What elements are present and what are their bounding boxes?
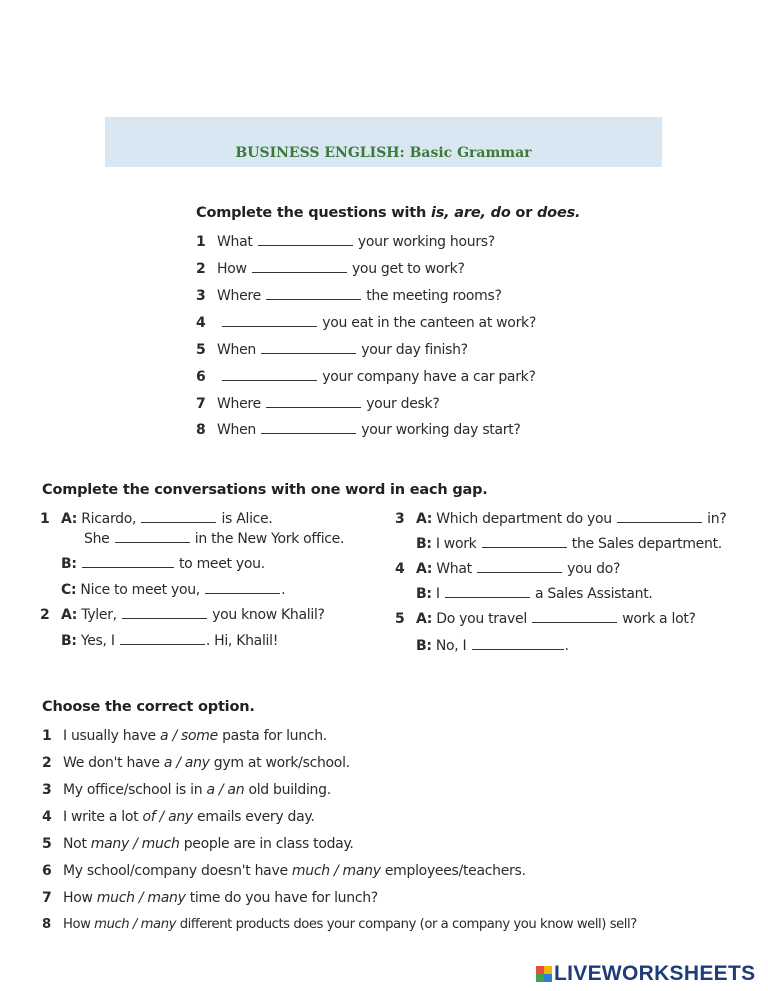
item-text-pre: What [217,234,257,250]
conversation-line [395,558,620,578]
item-number: 1 [42,728,52,744]
item-number: 1 [196,234,206,250]
speaker-label: A: [416,511,433,527]
conversation-line [395,608,696,628]
speaker-label: B: [61,633,77,649]
item-number: 3 [395,511,405,527]
item-text-pre [217,369,221,385]
item-number: 3 [196,288,206,304]
item-text-post: time do you have for lunch? [185,890,378,906]
item-text-post: pasta for lunch. [217,728,327,744]
line-text-post: . [564,638,569,654]
conversation-line [416,583,653,603]
answer-blank[interactable] [482,533,567,548]
line-text-post: in the New York office. [190,531,345,547]
speaker-label: B: [416,536,432,552]
logo-square [544,974,552,982]
question-item [196,339,468,359]
item-number: 4 [196,315,206,331]
item-number: 2 [196,261,206,277]
option-item [42,888,378,908]
conversation-line [395,508,726,528]
item-number: 6 [196,369,206,385]
speaker-label: A: [61,607,78,623]
item-text-pre: I usually have [63,728,161,744]
line-text-post: a Sales Assistant. [530,586,653,602]
section1-title [196,205,580,221]
line-text-post: . [281,582,286,598]
line-text-pre: Which department do you [432,511,617,527]
item-number: 5 [196,342,206,358]
line-text-post: work a lot? [618,611,696,627]
answer-blank[interactable] [120,630,205,645]
option-choice[interactable]: a / some [160,728,218,744]
item-text-post: employees/teachers. [380,863,526,879]
header-banner [105,117,662,167]
option-choice[interactable]: of / any [142,809,193,825]
item-text-post: different products does your company (or a company you know well) sell? [175,917,637,932]
item-text-post: you eat in the canteen at work? [318,315,536,331]
answer-blank[interactable] [115,528,190,543]
option-item [42,753,350,773]
item-text-post: the meeting rooms? [362,288,502,304]
item-number: 2 [40,607,50,623]
item-text-pre: Where [217,288,266,304]
answer-blank[interactable] [205,579,280,594]
item-text-pre: How [63,917,95,932]
answer-blank[interactable] [617,508,702,523]
option-item [42,915,637,935]
line-text-post: you do? [562,561,621,577]
line-text-pre: No, I [431,638,471,654]
line-text-post: you know Khalil? [207,607,325,623]
speaker-label: A: [416,611,433,627]
section2-title: Complete the conversations with one word in each gap. [42,482,488,498]
question-item [196,419,521,439]
item-text-post: your company have a car park? [318,369,536,385]
speaker-label: A: [416,561,433,577]
speaker-label: A: [61,511,78,527]
item-number: 3 [42,782,52,798]
conversation-line [416,635,569,655]
item-number: 7 [42,890,52,906]
option-item [42,726,327,746]
item-text-pre: My school/company doesn't have [63,863,292,879]
item-text-post: your working day start? [357,422,521,438]
answer-blank[interactable] [141,508,216,523]
item-text-pre: How [63,890,97,906]
answer-blank[interactable] [532,608,617,623]
option-choice[interactable]: a / any [163,755,210,771]
answer-blank[interactable] [266,285,361,300]
speaker-label: C: [61,582,77,598]
conversation-line [61,553,265,573]
answer-blank[interactable] [122,604,207,619]
item-text-pre: How [217,261,251,277]
line-text-pre: Ricardo, [77,511,141,527]
item-text-post: old building. [244,782,331,798]
item-text-pre: Not [63,836,91,852]
section1-title-text: Complete the questions with [196,205,431,221]
line-text-post: is Alice. [217,511,273,527]
item-text-pre: Where [217,396,266,412]
item-text-post: your desk? [362,396,440,412]
line-text-pre: She [84,531,114,547]
item-text-pre: We don't have [63,755,164,771]
option-choice[interactable]: many / much [90,836,180,852]
line-text-post: the Sales department. [567,536,722,552]
item-text-pre: I write a lot [63,809,143,825]
page-title: BUSINESS ENGLISH: Basic Grammar [235,145,532,161]
answer-blank[interactable] [222,312,317,327]
answer-blank[interactable] [445,583,530,598]
conversation-line [416,533,722,553]
option-choice[interactable]: a / an [206,782,245,798]
line-text-pre: I work [431,536,481,552]
question-item [196,285,502,305]
line-text-pre: I [431,586,444,602]
option-choice[interactable]: much / many [96,890,186,906]
conversation-line [61,630,278,650]
line-text-pre: Do you travel [432,611,532,627]
question-item [196,366,536,386]
option-choice[interactable]: much / many [94,917,176,932]
item-number: 4 [42,809,52,825]
answer-blank[interactable] [261,419,356,434]
speaker-label: B: [61,556,77,572]
logo-square [536,974,544,982]
answer-blank[interactable] [472,635,564,650]
line-text-post: in? [703,511,727,527]
answer-blank[interactable] [261,339,356,354]
item-number: 5 [42,836,52,852]
item-number: 4 [395,561,405,577]
option-choice[interactable]: much / many [291,863,381,879]
question-item [196,231,495,251]
question-item [196,258,465,278]
answer-blank[interactable] [266,393,361,408]
item-number: 6 [42,863,52,879]
conversation-line [61,579,285,599]
section1-title-words: is, are, do [430,205,511,221]
answer-blank[interactable] [258,231,353,246]
item-text-pre: When [217,422,261,438]
item-number: 2 [42,755,52,771]
speaker-label: B: [416,638,432,654]
option-item [42,807,315,827]
item-text-pre: When [217,342,261,358]
item-text-post: your day finish? [357,342,468,358]
line-text-pre: Nice to meet you, [76,582,205,598]
conversation-line [40,604,325,624]
question-item [196,393,439,413]
answer-blank[interactable] [222,366,317,381]
option-item [42,834,354,854]
section1-title-or: or [510,205,537,221]
item-text-post: you get to work? [347,261,465,277]
section3-title: Choose the correct option. [42,699,255,715]
logo-text: LIVEWORKSHEETS [554,962,756,985]
section1-title-does: does. [537,205,581,221]
item-number: 7 [196,396,206,412]
option-item [42,780,331,800]
answer-blank[interactable] [252,258,347,273]
item-text-post: your working hours? [353,234,495,250]
item-number: 8 [196,422,206,438]
line-text-post: to meet you. [174,556,265,572]
line-text-pre: Tyler, [77,607,121,623]
speaker-label: B: [416,586,432,602]
conversation-line [84,528,344,548]
item-text-pre: My office/school is in [63,782,207,798]
item-text-pre [217,315,221,331]
logo-square [544,966,552,974]
item-text-post: emails every day. [192,809,315,825]
question-item [196,312,536,332]
line-text-pre: What [432,561,476,577]
item-number: 5 [395,611,405,627]
item-text-post: gym at work/school. [209,755,350,771]
logo-square [536,966,544,974]
line-text-pre: Yes, I [76,633,119,649]
option-item [42,861,526,881]
answer-blank[interactable] [477,558,562,573]
answer-blank[interactable] [82,553,174,568]
logo-mark-icon [536,966,552,982]
liveworksheets-logo[interactable] [536,962,755,986]
item-number: 8 [42,917,51,932]
line-text-post: . Hi, Khalil! [205,633,279,649]
conversation-line [40,508,273,528]
item-number: 1 [40,511,50,527]
item-text-post: people are in class today. [179,836,354,852]
